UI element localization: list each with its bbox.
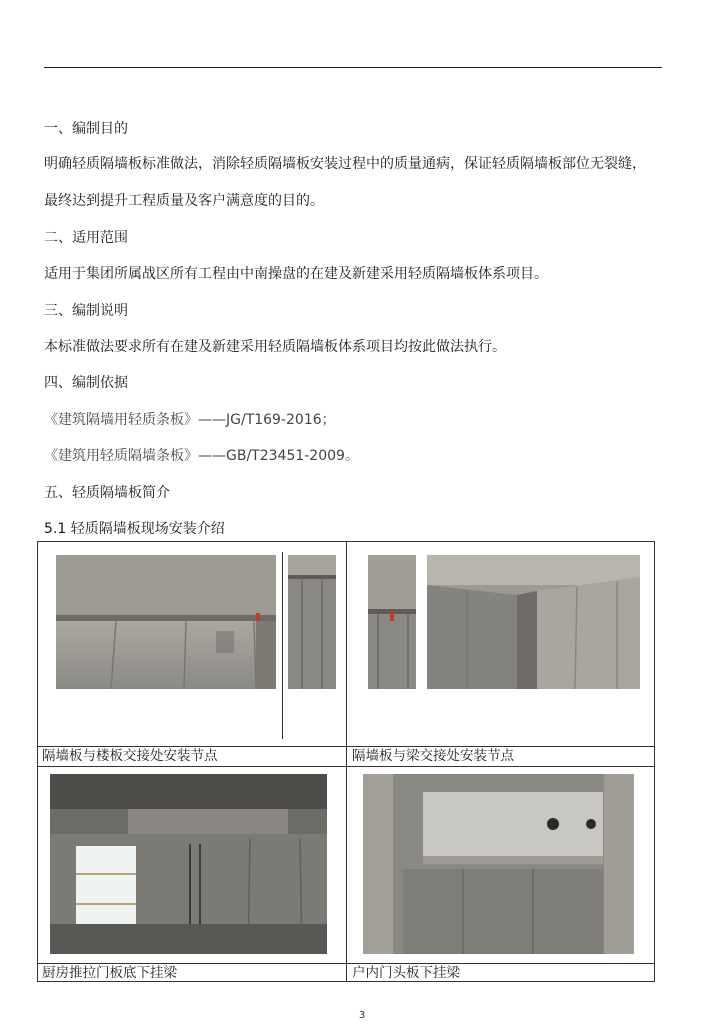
paragraph-scope: 适用于集团所属战区所有工程由中南操盘的在建及新建采用轻质隔墙板体系项目。 <box>44 266 548 282</box>
paragraph-description: 本标准做法要求所有在建及新建采用轻质隔墙板体系项目均按此做法执行。 <box>44 339 506 355</box>
heading-intro: 五、轻质隔墙板简介 <box>44 485 170 501</box>
table-row-divider <box>38 766 654 767</box>
heading-installation: 5.1 轻质隔墙板现场安装介绍 <box>44 521 225 537</box>
caption-door-head: 户内门头板下挂梁 <box>352 965 460 981</box>
page-number: 3 <box>358 1010 366 1021</box>
paragraph-purpose-line1: 明确轻质隔墙板标准做法，消除轻质隔墙板安装过程中的质量通病，保证轻质隔墙板部位无裂缝， <box>44 156 646 172</box>
heading-purpose: 一、编制目的 <box>44 121 128 137</box>
caption-slab-joint: 隔墙板与楼板交接处安装节点 <box>42 748 218 764</box>
photo-kitchen-sliding-door <box>50 774 327 954</box>
photo-slab-joint-detail <box>288 555 336 689</box>
table-column-divider <box>346 542 347 981</box>
heading-basis: 四、编制依据 <box>44 375 128 391</box>
photo-divider <box>282 552 283 739</box>
reference-gb: 《建筑用轻质隔墙条板》——GB/T23451-2009。 <box>44 448 359 464</box>
header-rule <box>44 67 662 68</box>
heading-description: 三、编制说明 <box>44 303 128 319</box>
photo-beam-joint-detail <box>368 555 416 689</box>
caption-kitchen-door: 厨房推拉门板底下挂梁 <box>42 965 177 981</box>
photo-beam-joint-wide <box>427 555 640 689</box>
photo-door-head-beam <box>363 774 634 954</box>
paragraph-purpose-line2: 最终达到提升工程质量及客户满意度的目的。 <box>44 193 324 209</box>
heading-scope: 二、适用范围 <box>44 230 128 246</box>
photo-slab-joint-wide <box>56 555 276 689</box>
caption-beam-joint: 隔墙板与梁交接处安装节点 <box>352 748 514 764</box>
photo-table <box>37 541 655 982</box>
reference-jg: 《建筑隔墙用轻质条板》——JG/T169-2016； <box>44 412 336 428</box>
